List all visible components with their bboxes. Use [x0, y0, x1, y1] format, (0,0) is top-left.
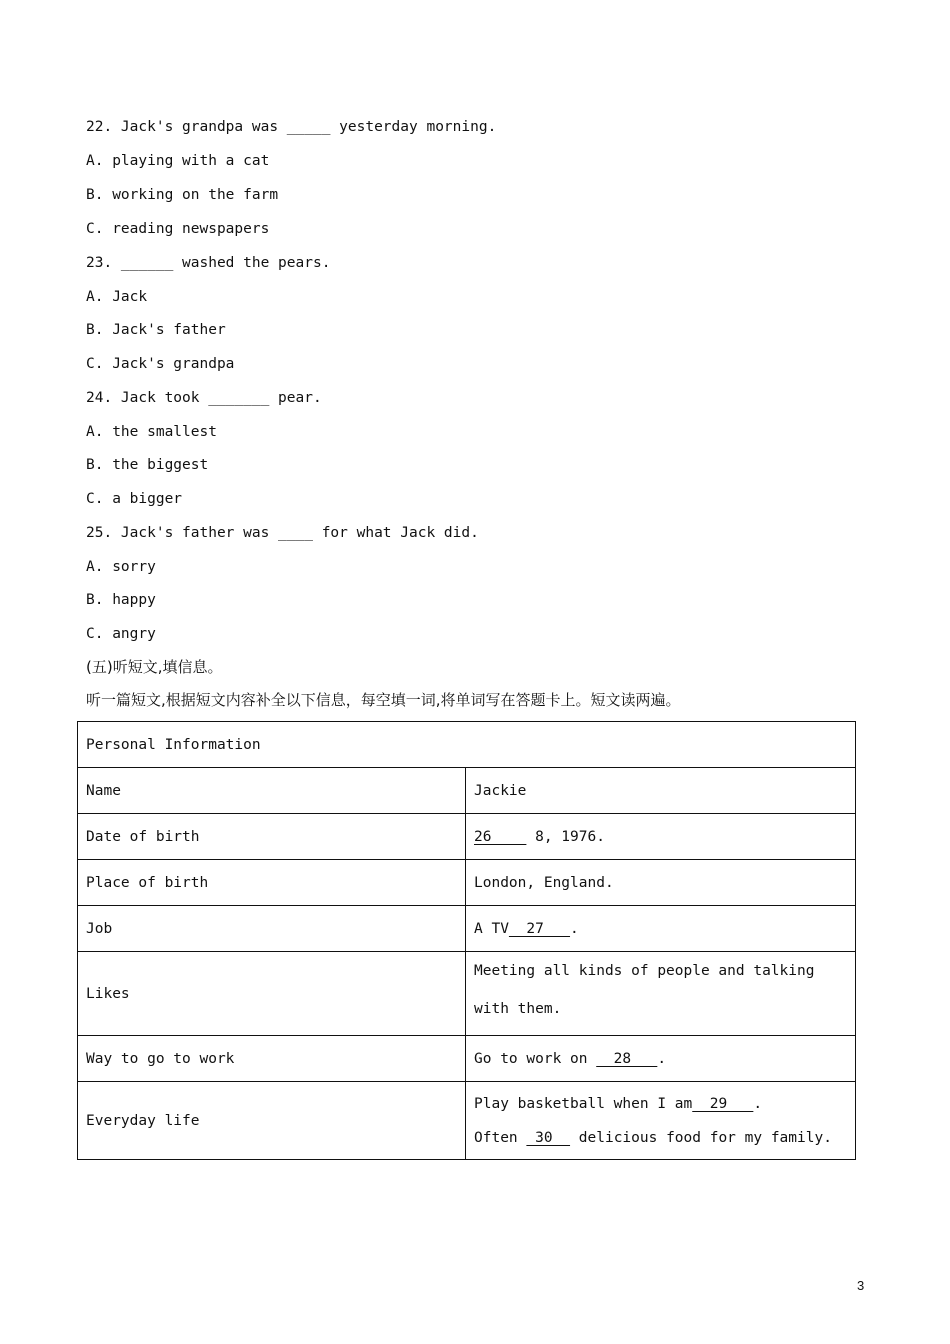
job-post: .: [570, 920, 579, 937]
way-value: [466, 1036, 856, 1082]
question-22-option-a: A. playing with a cat: [86, 153, 270, 169]
question-24-option-a: A. the smallest: [86, 424, 217, 440]
question-24-stem: 24. Jack took _______ pear.: [86, 390, 322, 406]
question-25-option-a: A. sorry: [86, 559, 156, 575]
job-pre: A TV: [474, 920, 509, 937]
question-25-option-c: C. angry: [86, 626, 156, 642]
question-23-option-c: C. Jack's grandpa: [86, 356, 235, 372]
table-row: [78, 768, 856, 814]
question-22-option-c: C. reading newspapers: [86, 221, 270, 237]
life-label: Everyday life: [78, 1082, 466, 1160]
blank-26: 26: [474, 828, 527, 845]
life-line2-post: delicious food for my family.: [570, 1129, 832, 1146]
question-24-option-c: C. a bigger: [86, 491, 183, 507]
dob-value: [466, 814, 856, 860]
question-23-option-a: A. Jack: [86, 289, 148, 305]
name-label: Name: [78, 768, 466, 814]
dob-rest: 8, 1976.: [526, 828, 605, 845]
section-5-instruction: 听一篇短文,根据短文内容补全以下信息，每空填一词,将单词写在答题卡上。短文读两遍。: [86, 691, 681, 709]
table-row: [78, 722, 856, 768]
life-value: [466, 1082, 856, 1160]
page-number: 3: [857, 1278, 865, 1293]
question-22-stem: 22. Jack's grandpa was _____ yesterday morning.: [86, 119, 497, 135]
life-line-1: [474, 1087, 847, 1121]
personal-information-table: [77, 721, 856, 1160]
blank-28: 28: [596, 1050, 658, 1067]
section-5-heading: (五)听短文,填信息。: [86, 658, 223, 676]
table-row: [78, 906, 856, 952]
pob-label: Place of birth: [78, 860, 466, 906]
question-24-option-b: B. the biggest: [86, 457, 209, 473]
likes-value: Meeting all kinds of people and talking with them.: [466, 952, 856, 1036]
life-line-2: [474, 1121, 847, 1155]
table-row: [78, 860, 856, 906]
way-post: .: [657, 1050, 667, 1067]
table-row: [78, 814, 856, 860]
job-label: Job: [78, 906, 466, 952]
blank-30: 30: [526, 1129, 571, 1146]
question-23-stem: 23. ______ washed the pears.: [86, 255, 331, 271]
question-22-option-b: B. working on the farm: [86, 187, 279, 203]
likes-label: Likes: [78, 952, 466, 1036]
way-label: Way to go to work: [78, 1036, 466, 1082]
dob-label: Date of birth: [78, 814, 466, 860]
table-header: Personal Information: [78, 722, 856, 768]
question-25-stem: 25. Jack's father was ____ for what Jack did.: [86, 525, 479, 541]
table-row: [78, 1036, 856, 1082]
question-25-option-b: B. happy: [86, 592, 156, 608]
blank-29: 29: [692, 1095, 754, 1112]
blank-27: 27: [508, 920, 571, 937]
way-pre: Go to work on: [474, 1050, 597, 1067]
question-23-option-b: B. Jack's father: [86, 322, 226, 338]
job-value: [466, 906, 856, 952]
pob-value: London, England.: [466, 860, 856, 906]
life-line2-pre: Often: [474, 1129, 527, 1146]
table-row: [78, 1082, 856, 1160]
name-value: Jackie: [466, 768, 856, 814]
table-row: [78, 952, 856, 1036]
life-line1-post: .: [753, 1095, 763, 1112]
life-line1-pre: Play basketball when I am: [474, 1095, 693, 1112]
